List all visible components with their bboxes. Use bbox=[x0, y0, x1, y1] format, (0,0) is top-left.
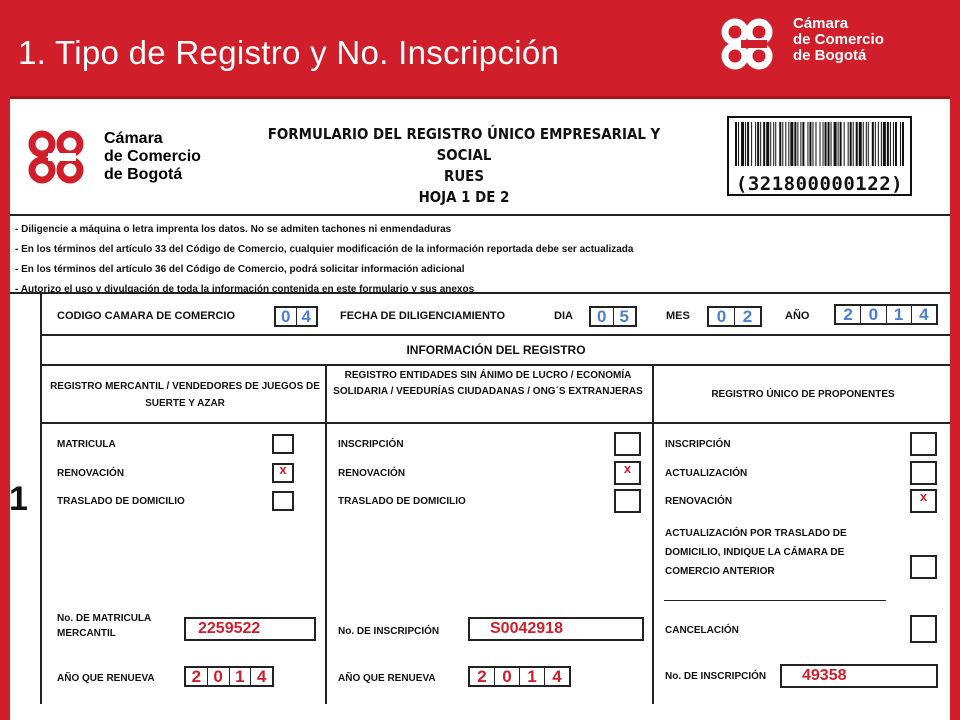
instruction-line: - Autorizo el uso y divulgación de toda la información contenida en este formulario y sus anexos bbox=[15, 284, 475, 295]
digit: 0 bbox=[276, 308, 297, 325]
option-traslado-checkbox[interactable] bbox=[614, 489, 641, 513]
codigo-camara-label: CODIGO CAMARA DE COMERCIO bbox=[57, 310, 236, 322]
form-logo-text bbox=[104, 130, 201, 184]
logo-line2: de Comercio bbox=[793, 31, 884, 48]
traslado-camara-checkbox[interactable] bbox=[910, 555, 937, 579]
table-line bbox=[652, 364, 654, 704]
slide-header bbox=[0, 0, 960, 96]
header-logo-text bbox=[793, 16, 884, 64]
dia-field[interactable] bbox=[589, 306, 637, 327]
mes-field[interactable] bbox=[707, 306, 762, 327]
digit: 2 bbox=[470, 668, 495, 685]
form-title bbox=[245, 124, 683, 208]
option-inscripcion-label: INSCRIPCIÓN bbox=[338, 439, 404, 450]
logo-line1: Cámara bbox=[793, 15, 849, 32]
barcode-number: (321800000122) bbox=[735, 173, 904, 195]
option-traslado-checkbox[interactable] bbox=[272, 491, 294, 511]
esal-number-field[interactable]: S0042918 bbox=[468, 617, 644, 641]
anio-label: AÑO bbox=[785, 310, 810, 322]
digit: 4 bbox=[919, 305, 929, 324]
proponentes-number-label: No. DE INSCRIPCIÓN bbox=[665, 671, 767, 682]
logo-line1: Cámara bbox=[104, 130, 163, 147]
column-header-esal: REGISTRO ENTIDADES SIN ÁNIMO DE LUCRO / ECONOMÍA SOLIDARIA / VEEDURÍAS CIUDADANAS / ONG´S EXTRANJERAS bbox=[333, 370, 643, 397]
check-mark: x bbox=[623, 461, 632, 476]
option-actualizacion-label: ACTUALIZACIÓN bbox=[665, 468, 748, 479]
check-mark: x bbox=[919, 489, 928, 504]
logo-line3: de Bogotá bbox=[104, 166, 183, 183]
digit: 1 bbox=[520, 668, 545, 685]
option-traslado-label: TRASLADO DE DOMICILIO bbox=[57, 496, 185, 507]
table-line bbox=[42, 334, 950, 336]
logo-line2: de Comercio bbox=[104, 148, 201, 165]
option-inscripcion-checkbox[interactable] bbox=[910, 432, 937, 456]
option-actualizacion-checkbox[interactable] bbox=[910, 461, 937, 485]
left-frame-bar bbox=[0, 96, 10, 720]
option-traslado-label: TRASLADO DE DOMICILIO bbox=[338, 496, 466, 507]
digit: 5 bbox=[619, 307, 629, 326]
barcode-icon bbox=[733, 122, 906, 166]
option-matricula-checkbox[interactable] bbox=[272, 434, 294, 454]
cancelacion-checkbox[interactable] bbox=[910, 615, 937, 643]
year-renew-label: AÑO QUE RENUEVA bbox=[338, 673, 436, 684]
digit: 4 bbox=[301, 307, 311, 326]
digit: 4 bbox=[552, 667, 562, 686]
section-number: 1 bbox=[9, 480, 28, 518]
check-mark: x bbox=[279, 462, 287, 477]
instruction-line: - En los términos del artículo 36 del Código de Comercio, podrá solicitar información adicional bbox=[15, 264, 465, 275]
info-header: INFORMACIÓN DEL REGISTRO bbox=[406, 343, 586, 357]
option-inscripcion-label: INSCRIPCIÓN bbox=[665, 439, 731, 450]
traslado-camara-label-line2: DOMICILIO, INDIQUE LA CÁMARA DE bbox=[665, 547, 845, 558]
option-renovacion-label: RENOVACIÓN bbox=[665, 496, 733, 507]
table-line bbox=[42, 364, 950, 366]
matricula-number-label-line1: No. DE MATRICULA bbox=[57, 613, 152, 624]
proponentes-number-field[interactable]: 49358 bbox=[780, 664, 938, 688]
form-title-line2: RUES bbox=[444, 167, 484, 185]
form-title-line3: HOJA 1 DE 2 bbox=[418, 188, 510, 206]
digit: 0 bbox=[709, 308, 735, 325]
option-renovacion-checkbox[interactable] bbox=[910, 489, 937, 513]
digit: 1 bbox=[230, 668, 252, 685]
traslado-camara-label-line3: COMERCIO ANTERIOR bbox=[665, 566, 775, 577]
year-renew-field[interactable] bbox=[184, 666, 274, 687]
digit: 4 bbox=[256, 667, 267, 686]
logo-line3: de Bogotá bbox=[793, 47, 867, 64]
header-logo bbox=[719, 16, 949, 74]
digit: 0 bbox=[591, 308, 614, 325]
header-divider bbox=[0, 96, 960, 99]
cancelacion-label: CANCELACIÓN bbox=[665, 625, 739, 636]
digit: 1 bbox=[887, 306, 912, 323]
option-inscripcion-checkbox[interactable] bbox=[614, 432, 641, 456]
instruction-line: - En los términos del artículo 33 del Código de Comercio, cualquier modificación de la información reportada debe ser actualizada bbox=[15, 244, 634, 255]
option-renovacion-label: RENOVACIÓN bbox=[57, 468, 125, 479]
traslado-camara-label-line1: ACTUALIZACIÓN POR TRASLADO DE bbox=[665, 528, 847, 539]
table-line bbox=[42, 422, 950, 424]
right-frame-bar bbox=[950, 96, 960, 720]
digit: 0 bbox=[861, 306, 886, 323]
codigo-camara-field[interactable] bbox=[274, 306, 318, 327]
digit: 0 bbox=[495, 668, 520, 685]
form-title-line1: FORMULARIO DEL REGISTRO ÚNICO EMPRESARIAL Y SOCIAL bbox=[267, 125, 661, 164]
matricula-number-field[interactable]: 2259522 bbox=[184, 617, 316, 641]
fecha-label: FECHA DE DILIGENCIAMIENTO bbox=[340, 310, 506, 322]
digit: 0 bbox=[208, 668, 230, 685]
chamber-logo-icon bbox=[26, 128, 104, 188]
instructions-box bbox=[10, 214, 950, 294]
matricula-number-label-line2: MERCANTIL bbox=[57, 628, 116, 639]
column-header-mercantil: REGISTRO MERCANTIL / VENDEDORES DE JUEGOS DE SUERTE Y AZAR bbox=[50, 381, 320, 409]
esal-number-label: No. DE INSCRIPCIÓN bbox=[338, 626, 440, 637]
column-header-proponentes: REGISTRO ÚNICO DE PROPONENTES bbox=[711, 389, 895, 400]
mes-label: MES bbox=[666, 310, 690, 322]
option-renovacion-label: RENOVACIÓN bbox=[338, 468, 406, 479]
instruction-line: - Diligencie a máquina o letra imprenta los datos. No se admiten tachones ni enmendaduras bbox=[15, 224, 452, 235]
option-renovacion-checkbox[interactable] bbox=[272, 463, 294, 483]
digit: 2 bbox=[836, 306, 861, 323]
chamber-logo-icon bbox=[719, 16, 789, 74]
year-renew-label: AÑO QUE RENUEVA bbox=[57, 673, 155, 684]
barcode bbox=[727, 116, 912, 196]
slide-title: 1. Tipo de Registro y No. Inscripción bbox=[18, 34, 560, 71]
dia-label: DIA bbox=[554, 310, 573, 322]
table-line bbox=[664, 600, 886, 601]
option-matricula-label: MATRICULA bbox=[57, 439, 116, 450]
option-renovacion-checkbox[interactable] bbox=[614, 461, 641, 485]
digit: 2 bbox=[742, 307, 753, 326]
form-logo bbox=[26, 128, 216, 188]
table-line bbox=[325, 364, 327, 704]
anio-field[interactable] bbox=[834, 304, 938, 325]
year-renew-field[interactable] bbox=[468, 666, 571, 687]
digit: 2 bbox=[186, 668, 208, 685]
